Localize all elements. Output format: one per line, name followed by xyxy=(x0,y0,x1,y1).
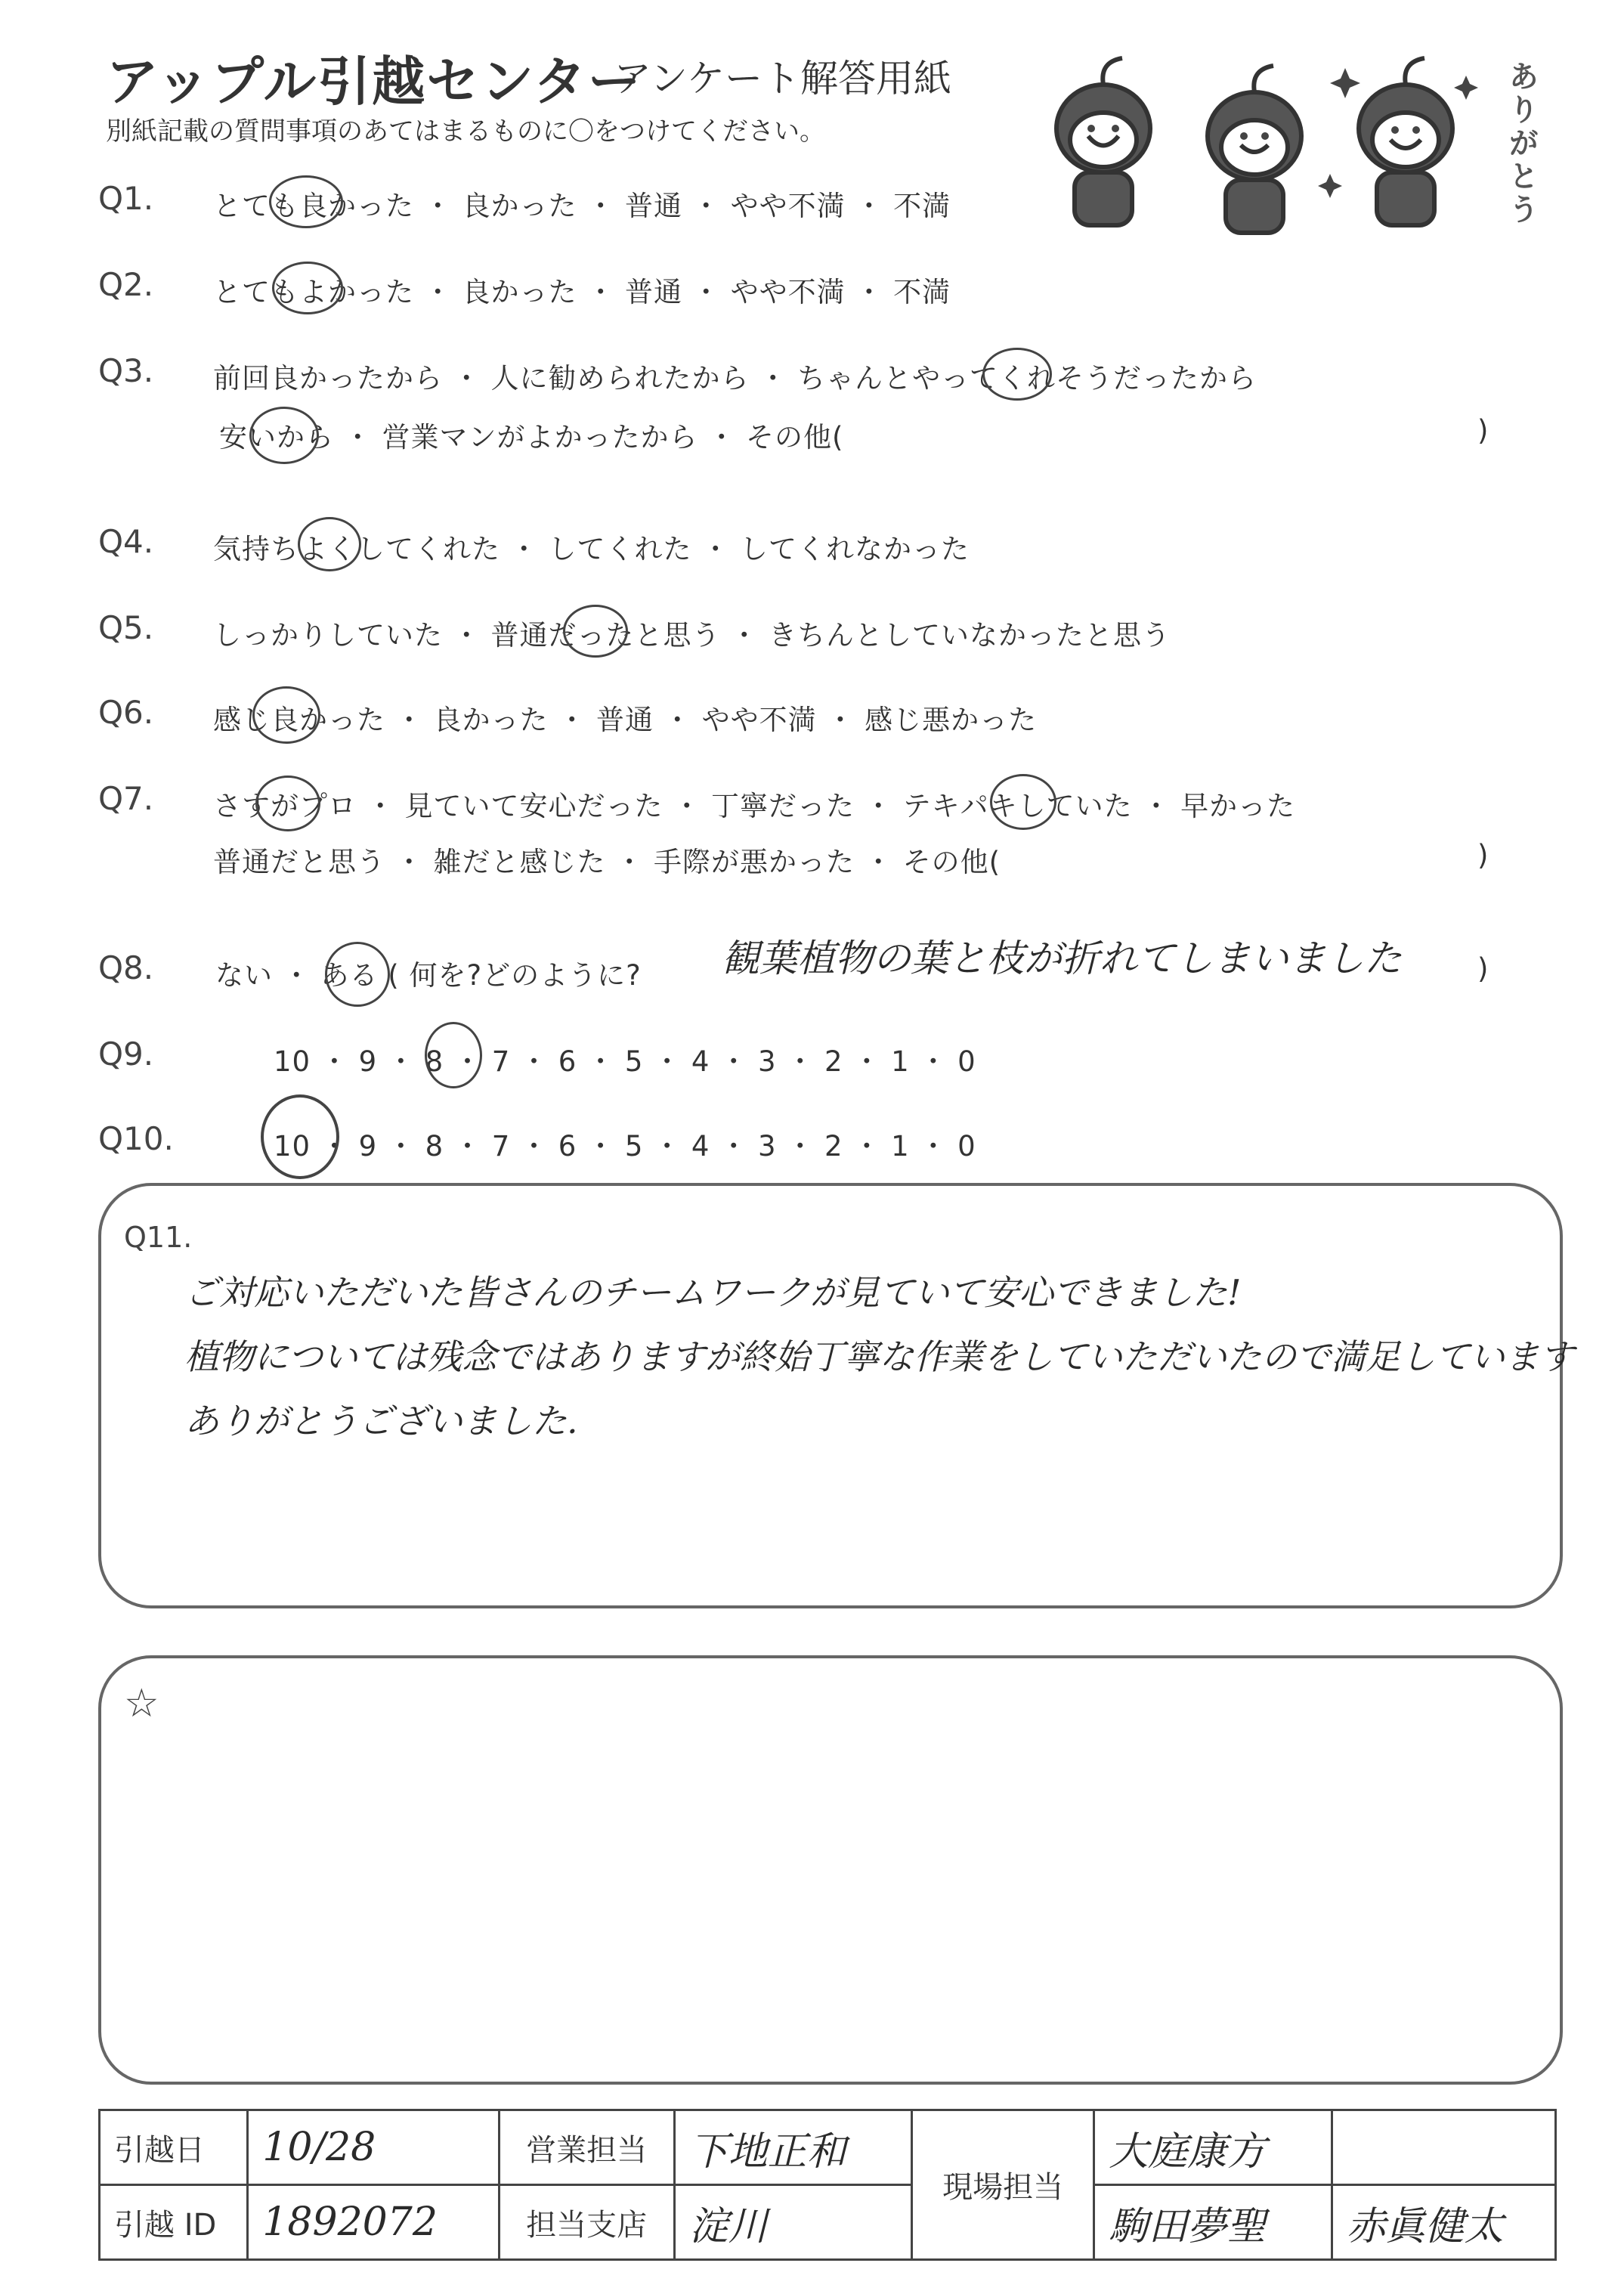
q2-label: Q2. xyxy=(98,266,154,303)
company-name: アップル引越センター xyxy=(106,51,642,113)
q7-close-paren: ) xyxy=(1477,839,1489,871)
branch-label: 担当支店 xyxy=(499,2185,674,2260)
q3-answer-circle-2 xyxy=(249,407,319,464)
q8-close-paren: ) xyxy=(1477,952,1489,985)
q7-options-line1: さすがプロ ・ 見ていて安心だった ・ 丁寧だった ・ テキパキしていた ・ 早かった xyxy=(213,790,1296,822)
site-staff-empty xyxy=(1332,2110,1555,2185)
q9-scale: 10 ・ 9 ・ 8 ・ 7 ・ 6 ・ 5 ・ 4 ・ 3 ・ 2 ・ 1 ・ 0 xyxy=(274,1045,976,1078)
q11-comment-line-2: 植物については残念ではありますが終始丁寧な作業をしていただいたので満足しています xyxy=(184,1336,1575,1377)
q8-handwritten-answer: 観葉植物の葉と枝が折れてしまいました xyxy=(722,936,1402,980)
q6-label: Q6. xyxy=(98,694,154,731)
mascot-thanks-text: ありがとう xyxy=(1504,60,1539,227)
q1-options: とても良かった ・ 良かった ・ 普通 ・ やや不満 ・ 不満 xyxy=(213,190,951,222)
q10-scale: 10 ・ 9 ・ 8 ・ 7 ・ 6 ・ 5 ・ 4 ・ 3 ・ 2 ・ 1 ・ 0 xyxy=(274,1130,976,1162)
site-staff-label: 現場担当 xyxy=(912,2110,1094,2260)
q6-answer-circle xyxy=(252,686,320,744)
q3-options-line2: 安いから ・ 営業マンがよかったから ・ その他( xyxy=(219,421,844,454)
q11-comment-box xyxy=(98,1183,1575,1608)
q8-answer-circle xyxy=(325,942,390,1007)
form-title: アンケート解答用紙 xyxy=(614,57,951,101)
star-comment-box xyxy=(98,1655,1563,2085)
q9-answer-circle xyxy=(425,1022,482,1088)
q11-comment-line-3: ありがとうございました. xyxy=(184,1401,578,1441)
q7-answer-circle-1 xyxy=(255,776,320,831)
instruction-text: 別紙記載の質問事項のあてはまるものに〇をつけてください。 xyxy=(106,116,825,147)
q3-close-paren: ) xyxy=(1477,414,1489,447)
site-staff-2: 駒田夢聖 xyxy=(1094,2185,1332,2260)
q2-answer-circle xyxy=(272,262,343,314)
q7-options-line2: 普通だと思う ・ 雑だと感じた ・ 手際が悪かった ・ その他( xyxy=(213,846,1001,878)
branch-value: 淀川 xyxy=(674,2185,911,2260)
mascot-illustration xyxy=(1028,45,1496,242)
q4-options: 気持ちよくしてくれた ・ してくれた ・ してくれなかった xyxy=(213,533,970,565)
sales-label: 営業担当 xyxy=(499,2110,674,2185)
q2-options: とてもよかった ・ 良かった ・ 普通 ・ やや不満 ・ 不満 xyxy=(213,276,951,308)
star-box-label: ☆ xyxy=(124,1681,159,1726)
q6-options: 感じ良かった ・ 良かった ・ 普通 ・ やや不満 ・ 感じ悪かった xyxy=(213,704,1038,736)
q7-label: Q7. xyxy=(98,780,154,817)
moving-id-value: 1892072 xyxy=(248,2185,499,2260)
site-staff-3: 赤眞健太 xyxy=(1332,2185,1555,2260)
sales-value: 下地正和 xyxy=(674,2110,911,2185)
moving-date-label: 引越日 xyxy=(100,2110,248,2185)
site-staff-1: 大庭康方 xyxy=(1094,2110,1332,2185)
q1-answer-circle xyxy=(269,175,343,228)
q4-answer-circle xyxy=(298,517,361,571)
moving-id-label: 引越 ID xyxy=(100,2185,248,2260)
q3-options-line1: 前回良かったから ・ 人に勧められたから ・ ちゃんとやってくれそうだったから xyxy=(213,362,1257,395)
moving-date-value: 10/28 xyxy=(248,2110,499,2185)
q8-label: Q8. xyxy=(98,949,154,986)
q3-answer-circle-1 xyxy=(982,348,1052,401)
q10-answer-circle xyxy=(261,1094,339,1179)
q11-label: Q11. xyxy=(124,1221,193,1254)
q9-label: Q9. xyxy=(98,1036,154,1073)
q7-answer-circle-2 xyxy=(990,774,1056,830)
q8-options: ない ・ ある ( 何を?どのように? xyxy=(215,959,642,992)
q10-label: Q10. xyxy=(98,1120,174,1157)
q5-label: Q5. xyxy=(98,609,154,646)
q5-options: しっかりしていた ・ 普通だったと思う ・ きちんとしていなかったと思う xyxy=(213,619,1171,652)
q3-label: Q3. xyxy=(98,352,154,389)
footer-info-table xyxy=(98,2109,1557,2261)
q11-comment-line-1: ご対応いただいた皆さんのチームワークが見ていて安心できました! xyxy=(184,1272,1242,1313)
q5-answer-circle xyxy=(563,605,628,658)
q4-label: Q4. xyxy=(98,523,154,560)
q1-label: Q1. xyxy=(98,180,154,217)
